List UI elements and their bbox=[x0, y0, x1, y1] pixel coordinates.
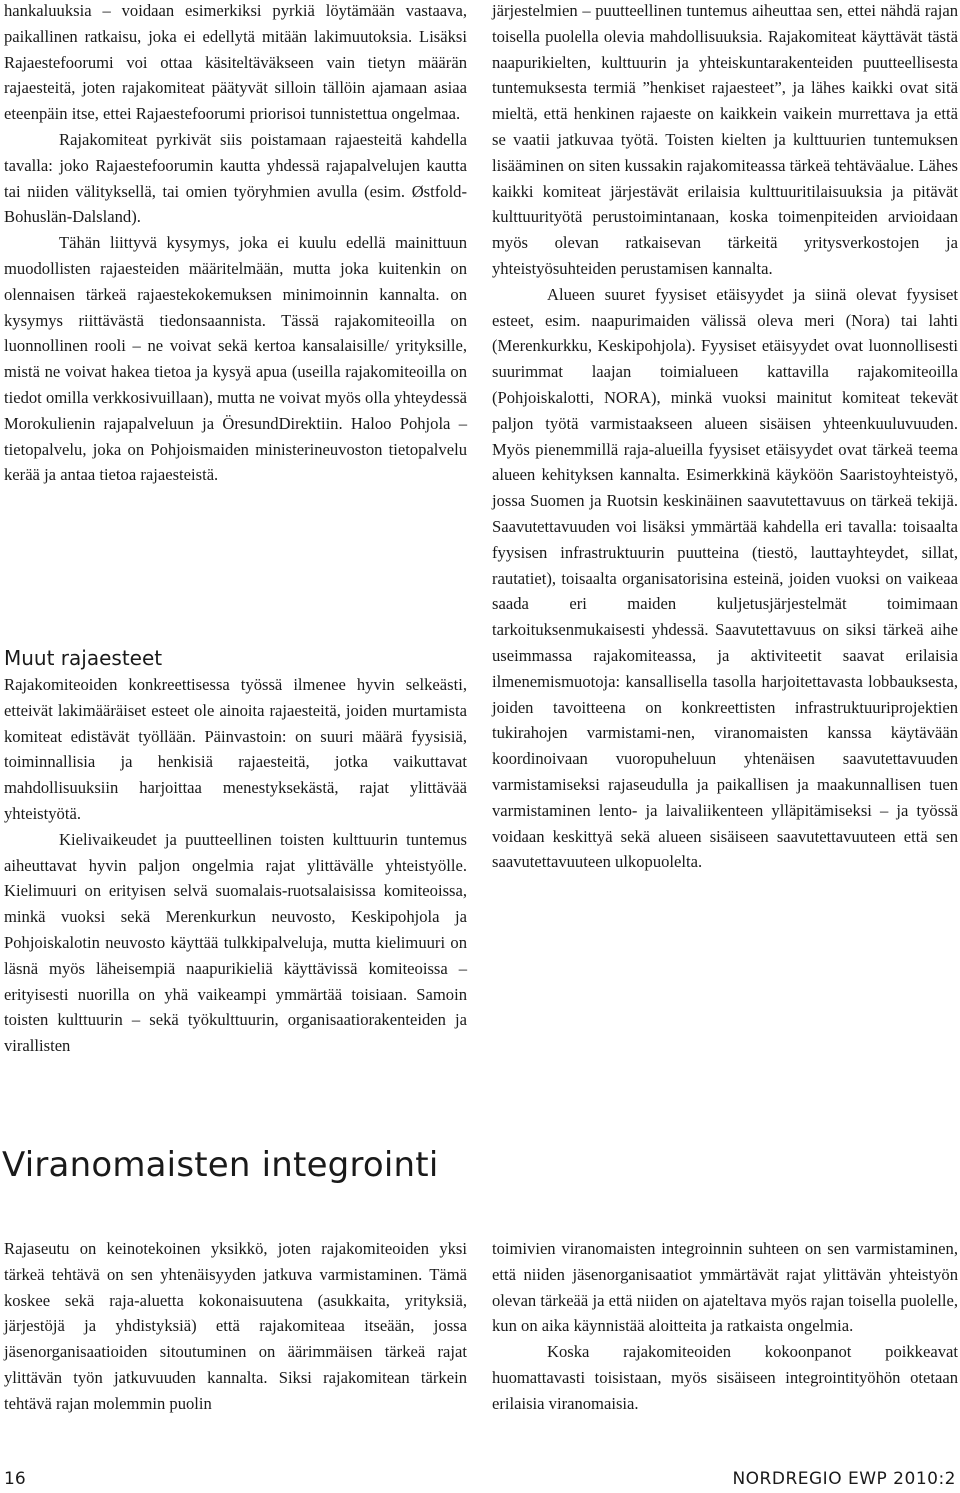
body-paragraph: Rajakomiteat pyrkivät siis poistamaan rajaesteitä kahdella tavalla: joko Rajaestefoorumin kautta yhdessä rajapalvelujen kautta tai niiden välityksellä, tai omien työryhmien avulla (esim. Østfold-Bohuslän-Dalsland). bbox=[4, 129, 467, 227]
left-column-bottom bbox=[4, 1236, 467, 1417]
body-paragraph: Rajakomiteoiden konkreettisessa työssä ilmenee hyvin selkeästi, etteivät lakimääräiset esteet ole ainoita rajaesteitä, joiden murtamista komiteat edistävät työllään. Päinvastoin: on suuri määrä fyysisiä, toiminnallisia ja henkisiä rajaesteitä, jotka vaikuttavat mahdollisuuksiin harjoittaa menestyksekästä, rajat ylittävää yhteistyötä. bbox=[4, 675, 467, 823]
section-title: Viranomaisten integrointi bbox=[2, 1145, 439, 1185]
body-paragraph: Rajaseutu on keinotekoinen yksikkö, joten rajakomiteoiden yksi tärkeä tehtävä on sen yhtenäisyyden jatkuva varmistaminen. Tämä koskee sekä raja-aluetta kokonaisuutena (asukkaita, yrityksiä, järjestöjä ja yhdistyksiä) että rajakomiteaa itseään, jossa jäsenorganisaatioiden sitoutuminen on äärimmäisen tärkeä rajat ylittävän työn jatkuvuuden kannalta. Siksi rajakomitean tärkein tehtävä rajan molemmin puolin bbox=[4, 1239, 467, 1413]
left-column-muut bbox=[4, 672, 467, 1059]
subheading-muut-rajaesteet: Muut rajaesteet bbox=[4, 646, 163, 670]
right-column-top bbox=[492, 0, 958, 875]
body-paragraph: Kielivaikeudet ja puutteellinen toisten kulttuurin tuntemus aiheuttavat hyvin paljon ongelmia rajat ylittävälle yhteistyölle. Kielimuuri on erityisen selvä suomalais-ruotsalaisissa komiteoissa, minkä vuoksi sekä Merenkurkun neuvosto, Keskipohjola ja Pohjoiskalotin neuvosto käyttää tulkkipalveluja, mutta kielimuuri on läsnä myös läheisempiä naapurikieliä käyttävissä komiteoissa – erityisesti nuorilla on yhä vaikeampi ymmärtää toisiaan. Samoin toisten kulttuurin – sekä työkulttuurin, organisaatiorakenteiden ja virallisten bbox=[4, 829, 467, 1056]
body-paragraph: Alueen suuret fyysiset etäisyydet ja siinä olevat fyysiset esteet, esim. naapurimaiden välissä oleva meri (Nora) tai lahti (Merenkurkku, Keskipohjola). Fyysiset etäisyydet ovat luonnollisesti suurimmat laajan toimialueen kattavilla rajakomiteoilla (Pohjoiskalotti, NORA), minkä vuoksi mainitut komiteat tekevät paljon työtä varmistaakseen alueen sisäisen yhteenkuuluvuuden. Myös pienemmillä raja-alueilla fyysiset etäisyydet ovat tärkeä teema alueen kehityksen kannalta. Esimerkkinä käyköön Saaristoyhteistyö, jossa Suomen ja Ruotsin keskinäinen saavutettavuus on tärkeä tekijä. Saavutettavuuden voi lisäksi ymmärtää kahdella eri tavalla: toisaalta fyysisen infrastruktuurin puutteina (tiestö, lauttayhteydet, sillat, rautatiet), toisaalta organisatorisina esteinä, joiden vuoksi on vaikeaa saada eri maiden kuljetusjärjestelmät toimimaan tarkoituksenmukaisesti yhdessä. Saavutettavuus on siksi tärkeä aihe useimmassa rajakomiteassa, ja aktiviteetit saavat erilaisia ilmenemismuotoja: kansallisella tasolla harjoitettavasta lobbauksesta, joiden tavoitteena on konkreettisten infrastruktuuriprojektien tukirahojen varmistami-nen, viranomaisten kanssa käytävään koordinoivaan vuoropuheluun yhtenäisen saavutettavuuden varmistamiseksi rajaseudulla ja paikallisen ja maakunnallisen tuen varmistaminen lento- ja laivaliikenteen ylläpitämiseksi – ja työssä voidaan keskittyä sekä alueen sisäiseen saavutettavuuteen että sen saavutettavuuteen ulkopuolelta. bbox=[492, 284, 958, 872]
right-column-bottom bbox=[492, 1236, 958, 1417]
body-paragraph: hankaluuksia – voidaan esimerkiksi pyrkiä löytämään vastaava, paikallinen ratkaisu, joka ei edellytä mitään lakimuutoksia. Lisäksi Rajaestefoorumi voi ottaa käsiteltäväkseen vain tietyn määrän rajaesteitä, joten rajakomiteat päätyvät silloin tällöin ajamaan asiaa eteenpäin itse, ettei Rajaestefoorumi priorisoi tunnistettua ongelmaa. bbox=[4, 1, 467, 124]
body-paragraph: toimivien viranomaisten integroinnin suhteen on sen varmistaminen, että niiden jäsenorganisaatiot ymmärtävät rajat ylittävän yhteistyön olevan tärkeää ja että niiden on ajateltava myös rajan toisella puolelle, kun on aika käynnistää aloitteita ja ratkaista ongelmia. bbox=[492, 1239, 958, 1336]
body-paragraph: Koska rajakomiteoiden kokoonpanot poikkeavat huomattavasti toisistaan, myös sisäiseen integrointityöhön otetaan erilaisia viranomaisia. bbox=[492, 1342, 958, 1413]
body-paragraph: Tähän liittyvä kysymys, joka ei kuulu edellä mainittuun muodollisten rajaesteiden määritelmään, mutta joka kuitenkin on olennaisen tärkeä rajaestekokemuksen minimoinnin kannalta. on kysymys riittävästä tiedonsaannista. Tässä rajakomiteoilla on luonnollinen rooli – ne voivat sekä kertoa kansalaisille/ yrityksille, mistä ne voivat hakea tietoa ja kysyä apua (useilla rajakomiteoilla on tiedot omilla verkkosivuillaan), mutta ne voivat myös olla yhteydessä Morokulienin rajapalveluun ja ÖresundDirektiin. Haloo Pohjola – tietopalvelu, joka on Pohjoismaiden ministerineuvoston tietopalvelu kerää ja antaa tietoa rajaesteistä. bbox=[4, 233, 467, 485]
body-paragraph: järjestelmien – puutteellinen tuntemus aiheuttaa sen, ettei nähdä rajan toisella puolella olevia mahdollisuuksia. Rajakomiteat käyttävät tästä naapurikielten, kulttuurin ja yhteiskuntarakenteiden puutteellisesta tuntemuksesta termiä ”henkiset rajaesteet”, ja lähes kaikki ovat sitä mieltä, että henkinen rajaeste on kaikkein vaikein murrettava ja että se vaatii jatkuvaa työtä. Toisten kielten ja kulttuurien tuntemuksen lisääminen on siten kussakin rajakomiteassa tärkeä tehtäväalue. Lähes kaikki komiteat järjestävät erilaisia kulttuuritilaisuuksia ja pitävät kulttuurityötä perustoimintanaan, koska toimenpiteiden arvioidaan myös olevan ratkaisevan tärkeitä yritysverkostojen ja yhteistyösuhteiden perustamisen kannalta. bbox=[492, 1, 958, 278]
left-column-top bbox=[4, 0, 467, 488]
publication-name: NORDREGIO EWP 2010:2 bbox=[732, 1469, 956, 1489]
page-number: 16 bbox=[4, 1469, 26, 1489]
